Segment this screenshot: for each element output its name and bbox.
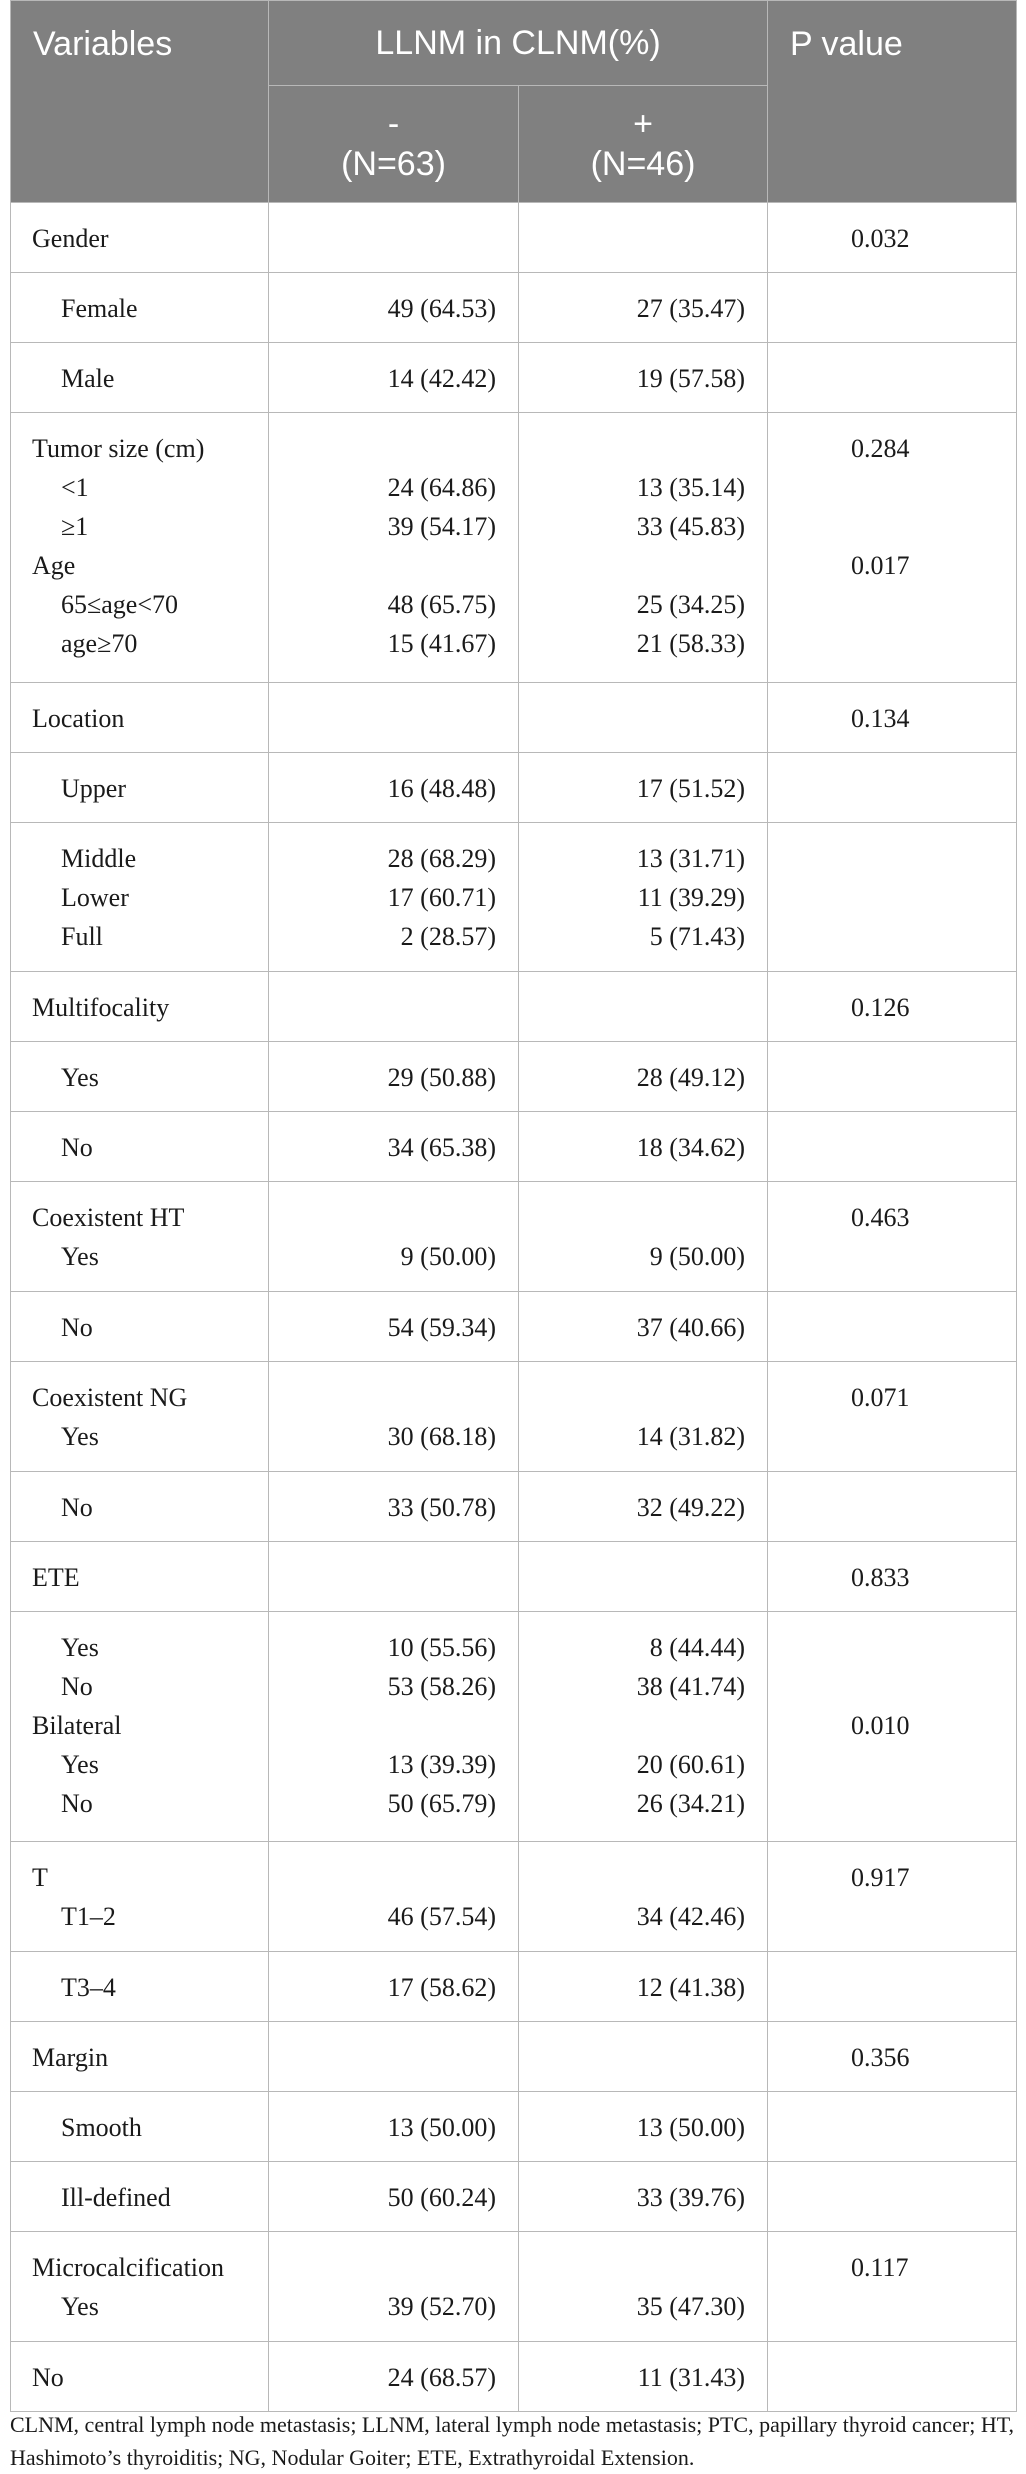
positive-text: 19 (57.58) [636,364,746,393]
p-value-text [768,359,1016,398]
p-value-text [768,1488,1016,1527]
negative-text: 16 (48.48) [387,774,496,803]
negative-text: 49 (64.53) [387,294,496,323]
p-value-text [768,1058,1016,1097]
p-value-text: 0.284 [851,434,910,463]
positive-text [519,988,767,1027]
variable-text: Full [61,922,103,951]
negative-cell [269,753,519,823]
negative-text: 9 (50.00) [400,1242,496,1271]
variable-text: 65≤age<70 [61,590,179,619]
negative-cell [269,1542,519,1612]
negative-cell [269,413,519,683]
negative-text [269,429,518,468]
p-value-text [768,1628,1016,1667]
negative-text: 14 (42.42) [387,364,496,393]
table-row [11,203,1017,273]
positive-text [519,546,767,585]
negative-cell [269,1472,519,1542]
negative-text: 46 (57.54) [387,1902,496,1931]
variable-text: T [32,1863,48,1892]
positive-cell [519,1542,768,1612]
negative-text: 2 (28.57) [400,922,496,951]
p-value-cell [768,1842,1017,1952]
negative-cell [269,1042,519,1112]
positive-text [519,1558,767,1597]
table-row [11,1612,1017,1842]
p-value-text [768,2358,1016,2397]
variable-cell [11,972,269,1042]
table-row [11,2092,1017,2162]
p-value-text: 0.126 [851,993,910,1022]
p-value-cell [768,1182,1017,1292]
negative-text: 53 (58.26) [387,1672,496,1701]
variable-cell [11,2092,269,2162]
negative-cell [269,1362,519,1472]
negative-cell [269,683,519,753]
positive-text: 8 (44.44) [649,1633,746,1662]
variable-text: Coexistent NG [32,1383,188,1412]
p-value-text [768,1968,1016,2007]
negative-text: 39 (52.70) [387,2292,496,2321]
p-value-text [768,769,1016,808]
p-value-text [768,1308,1016,1347]
negative-text: 17 (60.71) [387,883,496,912]
variable-cell [11,1042,269,1112]
negative-text [269,1198,518,1237]
p-value-text: 0.117 [851,2253,909,2282]
p-value-cell [768,1042,1017,1112]
variable-text: Margin [32,2043,109,2072]
positive-cell [519,2232,768,2342]
p-value-text: 0.071 [851,1383,910,1412]
p-value-cell [768,1952,1017,2022]
positive-text: 37 (40.66) [636,1313,746,1342]
p-value-text: 0.463 [851,1203,910,1232]
negative-cell [269,2162,519,2232]
p-value-text [768,2178,1016,2217]
variable-text: Yes [61,1242,99,1271]
variable-text: Yes [61,1063,99,1092]
positive-cell [519,1182,768,1292]
header-positive-n: (N=46) [590,145,696,183]
positive-text: 38 (41.74) [636,1672,746,1701]
p-value-text: 0.010 [851,1711,910,1740]
variable-text: Male [61,364,115,393]
table-row [11,2162,1017,2232]
positive-text [519,1858,767,1897]
positive-cell [519,823,768,972]
table-row [11,972,1017,1042]
table-row [11,1472,1017,1542]
positive-cell [519,2022,768,2092]
positive-cell [519,1952,768,2022]
table-row [11,1042,1017,1112]
negative-text: 30 (68.18) [387,1422,496,1451]
variable-text: T1–2 [61,1902,116,1931]
variable-cell [11,823,269,972]
positive-text: 33 (39.76) [636,2183,746,2212]
variable-cell [11,343,269,413]
variable-text: No [61,1133,93,1162]
negative-text [269,546,518,585]
positive-cell [519,683,768,753]
positive-text: 11 (31.43) [637,2363,746,2392]
negative-text [269,699,518,738]
negative-cell [269,273,519,343]
variable-cell [11,1842,269,1952]
variable-cell [11,2342,269,2412]
p-value-cell [768,972,1017,1042]
header-negative-sign: - [387,105,400,143]
positive-cell [519,2092,768,2162]
negative-cell [269,1182,519,1292]
positive-text: 32 (49.22) [636,1493,746,1522]
positive-cell [519,753,768,823]
variable-text: Microcalcification [32,2253,225,2282]
p-value-cell [768,2342,1017,2412]
variable-text: Female [61,294,138,323]
variable-cell [11,273,269,343]
variable-cell [11,1952,269,2022]
variable-text: Multifocality [32,993,170,1022]
positive-text [519,219,767,258]
negative-text [269,1706,518,1745]
negative-text: 50 (60.24) [387,2183,496,2212]
variable-text: Middle [61,844,137,873]
p-value-text [768,1667,1016,1706]
p-value-cell [768,2022,1017,2092]
negative-cell [269,1612,519,1842]
negative-text: 29 (50.88) [387,1063,496,1092]
positive-text: 33 (45.83) [636,512,746,541]
negative-text: 17 (58.62) [387,1973,496,2002]
p-value-text [768,1237,1016,1276]
variable-text: Bilateral [32,1711,122,1740]
variable-cell [11,1612,269,1842]
table-row [11,413,1017,683]
variable-text: ≥1 [61,512,89,541]
variable-text: Lower [61,883,129,912]
positive-text: 14 (31.82) [636,1422,746,1451]
positive-text: 26 (34.21) [636,1789,746,1818]
table-row [11,683,1017,753]
positive-text: 35 (47.30) [636,2292,746,2321]
positive-cell [519,1112,768,1182]
p-value-text: 0.134 [851,704,910,733]
variable-cell [11,1292,269,1362]
p-value-cell [768,273,1017,343]
variable-cell [11,413,269,683]
negative-text: 48 (65.75) [387,590,496,619]
negative-text [269,2038,518,2077]
negative-text: 39 (54.17) [387,512,496,541]
header-llnm-group: LLNM in CLNM(%) [269,1,768,86]
variable-text: age≥70 [61,629,138,658]
variable-cell [11,1112,269,1182]
variable-cell [11,2232,269,2342]
variable-text: <1 [61,473,89,502]
positive-text: 17 (51.52) [636,774,746,803]
variable-text: Yes [61,2292,99,2321]
variable-cell [11,203,269,273]
p-value-text [768,839,1016,878]
variable-cell [11,2162,269,2232]
header-negative-n: (N=63) [341,145,446,183]
variable-cell [11,753,269,823]
p-value-cell [768,1292,1017,1362]
variable-text: Ill-defined [61,2183,171,2212]
positive-text: 18 (34.62) [636,1133,746,1162]
negative-cell [269,2022,519,2092]
negative-text [269,1558,518,1597]
positive-text [519,429,767,468]
positive-cell [519,1842,768,1952]
p-value-text [768,468,1016,507]
positive-text: 20 (60.61) [636,1750,746,1779]
p-value-text [768,624,1016,663]
p-value-cell [768,1472,1017,1542]
positive-cell [519,1362,768,1472]
positive-cell [519,413,768,683]
p-value-cell [768,1612,1017,1842]
p-value-text [768,878,1016,917]
negative-cell [269,823,519,972]
p-value-text: 0.032 [851,224,910,253]
negative-cell [269,1842,519,1952]
positive-cell [519,343,768,413]
header-negative [269,86,519,203]
variable-text: ETE [32,1563,80,1592]
p-value-cell [768,683,1017,753]
variable-cell [11,2022,269,2092]
variable-cell [11,683,269,753]
p-value-text [768,2108,1016,2147]
positive-cell [519,1042,768,1112]
p-value-cell [768,413,1017,683]
negative-cell [269,203,519,273]
negative-text: 28 (68.29) [387,844,496,873]
negative-text [269,1858,518,1897]
variable-text: Yes [61,1633,99,1662]
negative-cell [269,343,519,413]
table-row [11,1112,1017,1182]
negative-cell [269,2232,519,2342]
table-row [11,1182,1017,1292]
table-body [11,203,1017,2412]
p-value-cell [768,2092,1017,2162]
negative-text [269,1378,518,1417]
table-row [11,2232,1017,2342]
p-value-text [768,507,1016,546]
table-row [11,273,1017,343]
positive-cell [519,273,768,343]
positive-cell [519,1472,768,1542]
p-value-cell [768,343,1017,413]
variable-text: Tumor size (cm) [32,434,205,463]
p-value-text [768,289,1016,328]
variable-text: Age [32,551,76,580]
positive-cell [519,1612,768,1842]
table-row [11,1542,1017,1612]
variable-text: No [61,1493,93,1522]
positive-text: 21 (58.33) [636,629,746,658]
positive-text [519,699,767,738]
positive-cell [519,2342,768,2412]
table-row [11,1292,1017,1362]
negative-text: 33 (50.78) [387,1493,496,1522]
p-value-text [768,2287,1016,2326]
p-value-text [768,917,1016,956]
positive-text [519,2038,767,2077]
p-value-cell [768,1362,1017,1472]
negative-text: 24 (64.86) [387,473,496,502]
p-value-cell [768,2162,1017,2232]
table-footnote: CLNM, central lymph node metastasis; LLNM, lateral lymph node metastasis; PTC, papillary thyroid cancer; HT, Hashimoto’s thyroiditis; NG, Nodular Goiter; ETE, Extrathyroidal Extension. [10,2412,1015,2470]
data-table [10,0,1017,2412]
positive-text: 13 (50.00) [636,2113,746,2142]
p-value-cell [768,2232,1017,2342]
variable-cell [11,1472,269,1542]
p-value-text: 0.356 [851,2043,910,2072]
positive-text [519,1378,767,1417]
negative-cell [269,1112,519,1182]
p-value-text [768,1128,1016,1167]
negative-text [269,988,518,1027]
negative-text: 24 (68.57) [387,2363,496,2392]
negative-text: 34 (65.38) [387,1133,496,1162]
table-row [11,2342,1017,2412]
variable-text: No [61,1313,93,1342]
p-value-text [768,1784,1016,1823]
variable-cell [11,1182,269,1292]
p-value-cell [768,1112,1017,1182]
negative-cell [269,972,519,1042]
negative-text: 13 (50.00) [387,2113,496,2142]
table-row [11,2022,1017,2092]
table-row [11,753,1017,823]
p-value-text [768,1417,1016,1456]
positive-cell [519,2162,768,2232]
table-row [11,343,1017,413]
variable-text: T3–4 [61,1973,116,2002]
negative-text: 13 (39.39) [387,1750,496,1779]
table-row [11,823,1017,972]
positive-text: 25 (34.25) [636,590,746,619]
table-row [11,1842,1017,1952]
p-value-text [768,585,1016,624]
negative-text [269,219,518,258]
variable-text: Coexistent HT [32,1203,185,1232]
positive-text: 13 (35.14) [636,473,746,502]
p-value-text: 0.017 [851,551,910,580]
positive-cell [519,203,768,273]
variable-text: Smooth [61,2113,142,2142]
negative-cell [269,1292,519,1362]
p-value-text: 0.917 [851,1863,910,1892]
negative-cell [269,2342,519,2412]
variable-text: No [32,2363,64,2392]
p-value-text [768,1745,1016,1784]
negative-text [269,2248,518,2287]
negative-text: 54 (59.34) [387,1313,496,1342]
table-container [10,0,1016,2470]
p-value-cell [768,753,1017,823]
p-value-cell [768,203,1017,273]
variable-text: Location [32,704,125,733]
header-variables: Variables [11,1,269,203]
table-header [11,1,1017,203]
variable-text: Gender [32,224,109,253]
variable-text: Upper [61,774,126,803]
positive-text: 9 (50.00) [649,1242,746,1271]
table-row [11,1362,1017,1472]
negative-text: 10 (55.56) [387,1633,496,1662]
p-value-text [768,1897,1016,1936]
positive-text: 11 (39.29) [637,883,746,912]
header-p-value: P value [768,1,1017,203]
negative-text: 15 (41.67) [387,629,496,658]
p-value-text: 0.833 [851,1563,910,1592]
variable-cell [11,1362,269,1472]
positive-text: 5 (71.43) [649,922,746,951]
negative-text: 50 (65.79) [387,1789,496,1818]
negative-cell [269,2092,519,2162]
variable-text: Yes [61,1422,99,1451]
positive-text [519,1198,767,1237]
negative-cell [269,1952,519,2022]
header-positive [519,86,768,203]
positive-text [519,2248,767,2287]
positive-text: 13 (31.71) [636,844,746,873]
variable-text: No [61,1672,93,1701]
positive-cell [519,972,768,1042]
positive-cell [519,1292,768,1362]
variable-cell [11,1542,269,1612]
table-row [11,1952,1017,2022]
p-value-cell [768,1542,1017,1612]
positive-text: 27 (35.47) [636,294,746,323]
positive-text: 34 (42.46) [636,1902,746,1931]
p-value-cell [768,823,1017,972]
positive-text: 12 (41.38) [636,1973,746,2002]
positive-text: 28 (49.12) [636,1063,746,1092]
variable-text: No [61,1789,93,1818]
variable-text: Yes [61,1750,99,1779]
header-positive-sign: + [633,105,653,143]
positive-text [519,1706,767,1745]
